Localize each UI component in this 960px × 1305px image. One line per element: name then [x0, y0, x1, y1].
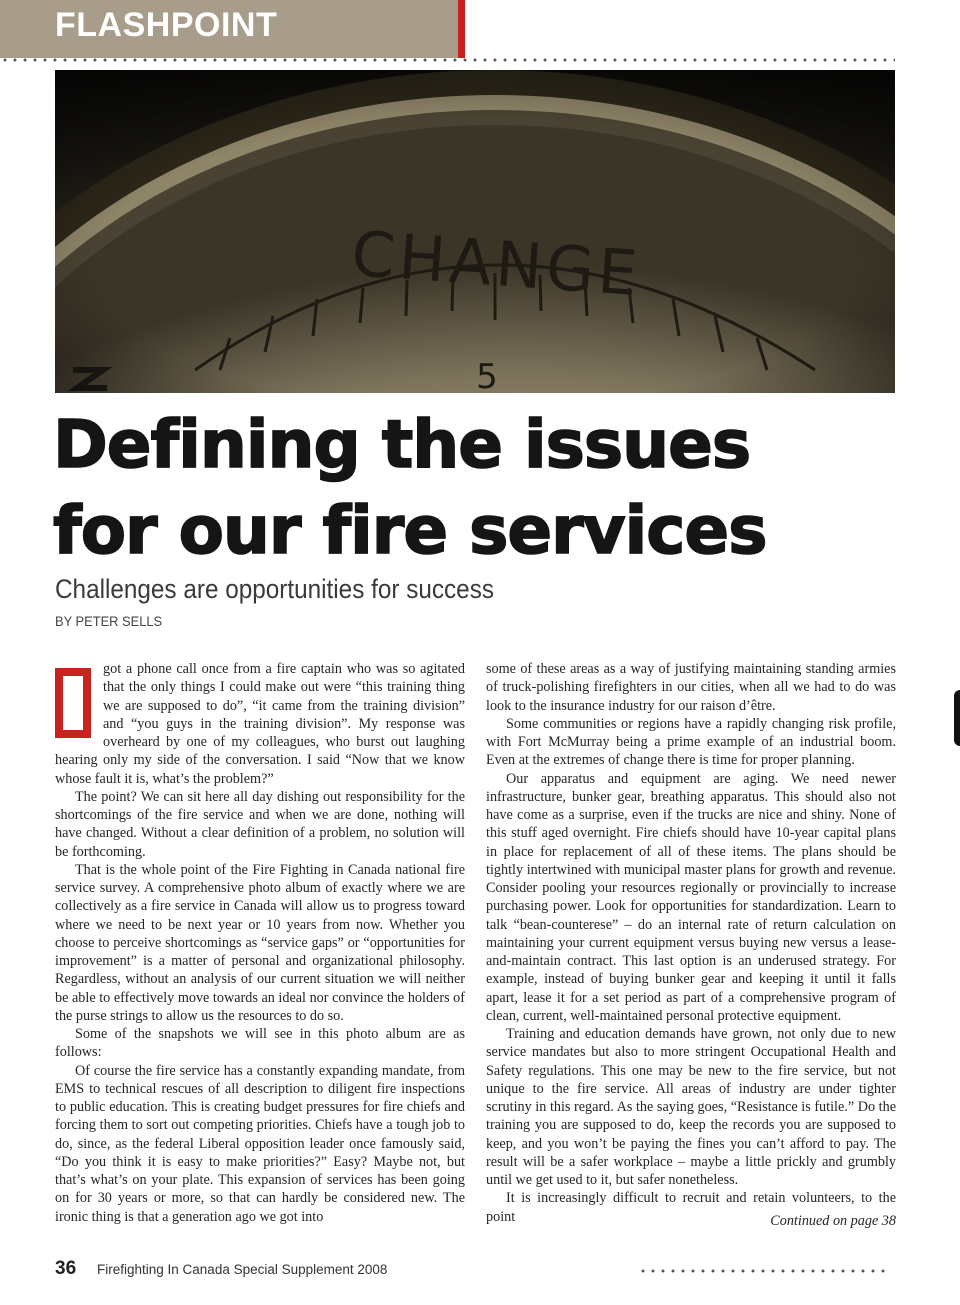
paragraph: Training and education demands have grown, not only due to new service mandates but also to more stringent Occupational Health and Safety regulations. This one may be new to the fire service, but not unique to the fire service. All areas of industry are under tighter scrutiny in this regard. As the saying goes, “Resistance is futile.” Do the training you are supposed to do, keep the records you are supposed to keep, and you won’t be paying the fines you can’t afford to pay. The result will be a safer workplace – maybe a little prickly and grumbly until we get used to it, but safer nonetheless. [486, 1026, 896, 1188]
paragraph: some of these areas as a way of justifying maintaining standing armies of truck-polishing firefighters in our cities, when all we had to do was look to the insurance industry for our raison d’être. [486, 661, 896, 714]
drop-cap-i [55, 668, 91, 738]
article-byline: BY PETER SELLS [55, 613, 163, 629]
paragraph: got a phone call once from a fire captain who was so agitated that the only things I could make out were “this training thing we are supposed to do”, “it came from the training division” and “you guys in the training division”. My response was overheard by one of my colleagues, who burst out laughing hearing only my side of the conversation. I said “Now that we know whose fault it is, what’s the problem?” [55, 661, 465, 787]
headline-line-1: Defining the issues [53, 406, 751, 483]
paragraph: That is the whole point of the Fire Fighting in Canada national fire service survey. A comprehensive photo album of exactly where we are collectively as a fire service in Canada will allow us to progress toward where we need to be next year or 10 years from now. Whether you choose to perceive shortcomings as “service gaps” or “opportunities for improvement” is a matter of personal and organizational philosophy. Regardless, without an analysis of our current situation we will neither be able to effectively move towards an ideal nor convince the holders of the purse strings to allow us the resources to do so. [55, 861, 465, 1024]
paragraph: The point? We can sit here all day dishing out responsibility for the shortcomings of the fire service and when we are done, nothing will have changed. Without a clear definition of a problem, no solution will be forthcoming. [55, 788, 465, 860]
section-tab-accent-bar [458, 0, 465, 58]
article-deck: Challenges are opportunities for success [55, 574, 495, 604]
footer-dotted-rule [638, 1268, 886, 1274]
paragraph: Our apparatus and equipment are aging. We need newer infrastructure, bunker gear, breathing apparatus. This should also not have come as a surprise, even if the trucks are nice and shiny. None of this stuff aged overnight. Fire chiefs should have 10-year capital plans in place for replacement of all of these items. The plans should be tightly intertwined with municipal master plans for growth and revenue. Consider pooling your resources regionally or provincially to increase purchasing power. Look for opportunities for standardization. Learn to talk “bean-counterese” – do an internal rate of return calculation on maintaining your current equipment versus buying new versus a lease-and-maintain contract. This last option is an underused strategy. For example, instead of buying bunker gear and keeping it until it falls apart, lease it for a set period as part of a comprehensive program of clean, current, well-maintained personal protective equipment. [486, 770, 896, 1024]
page-edge-marker [954, 690, 960, 746]
paragraph: Some communities or regions have a rapidly changing risk profile, with Fort McMurray being a prime example of an industrial boom. Even at the extremes of change there is time for proper planning. [486, 715, 896, 769]
section-tab [0, 0, 458, 58]
section-label: FLASHPOINT [55, 6, 278, 44]
change-gauge-illustration [55, 70, 895, 393]
headline-line-2: for our fire services [53, 492, 767, 569]
page-number: 36 [55, 1258, 77, 1279]
hero-image [55, 70, 895, 393]
continued-link[interactable]: Continued on page 38 [770, 1213, 896, 1229]
article-column-left [55, 660, 465, 1226]
paragraph: Some of the snapshots we will see in this photo album are as follows: [55, 1026, 465, 1061]
publication-name: Firefighting In Canada Special Supplement 2008 [97, 1262, 388, 1277]
paragraph: It is increasingly difficult to recruit and retain volunteers, to the point [486, 1190, 896, 1225]
article-headline [53, 402, 933, 574]
article-column-right [486, 660, 896, 1226]
header-dotted-rule [0, 57, 895, 63]
paragraph: Of course the fire service has a constantly expanding mandate, from EMS to technical rescues of all description to diligent fire inspections to public education. This is creating budget pressures for fire chiefs and forcing them to sort out competing priorities. Chiefs have a tough job to do, since, as the federal Liberal opposition leader once famously said, “Do you think it is easy to make priorities?” Easy? Maybe not, but that’s what’s on your plate. This expansion of services has been going on for 30 years or more, so that can hardly be considered new. The ironic thing is that a generation ago we got into [55, 1062, 465, 1225]
